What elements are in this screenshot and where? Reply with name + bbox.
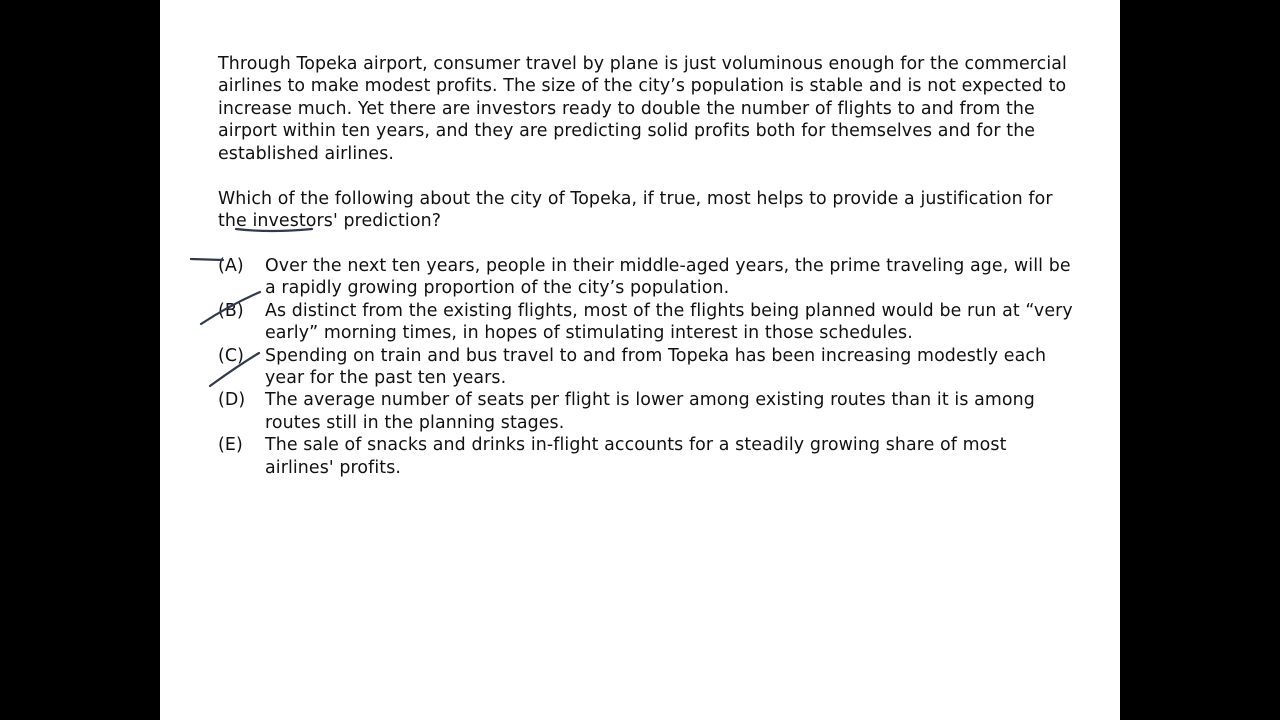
choice-text: Over the next ten years, people in their middle-aged years, the prime traveling age, will be a rapidly growing proportion of the city’s population. (265, 256, 1071, 299)
choice-letter: (B) (218, 300, 244, 321)
choice-d[interactable] (218, 389, 1078, 434)
choice-text: Spending on train and bus travel to and from Topeka has been increasing modestly each year for the past ten years. (265, 345, 1047, 389)
choice-a[interactable] (218, 255, 1078, 300)
choice-letter: (E) (218, 435, 243, 456)
passage-text: Through Topeka airport, consumer travel by plane is just voluminous enough for the commercial airlines to make modest profits. The size of the city’s population is stable and is not expected to increase much. Yet there are investors ready to double the number of flights to and from the airport within ten years, and they are predicting solid profits both for themselves and for the established airlines. (218, 54, 1067, 164)
choice-letter: (A) (218, 256, 244, 276)
choice-c[interactable] (218, 345, 1078, 390)
choice-text: The sale of snacks and drinks in-flight accounts for a steadily growing share of most airlines' profits. (265, 435, 1007, 478)
choice-text: As distinct from the existing flights, most of the flights being planned would be run at “very early” morning times, in hopes of stimulating interest in those schedules. (265, 300, 1073, 344)
answer-choices (218, 255, 1078, 479)
choice-b[interactable] (218, 300, 1078, 345)
question-stem: Which of the following about the city of Topeka, if true, most helps to provide a justification for the investors' prediction? (218, 189, 1053, 232)
choice-text: The average number of seats per flight is lower among existing routes than it is among routes still in the planning stages. (265, 390, 1035, 433)
choice-letter: (C) (218, 345, 245, 366)
choice-e[interactable] (218, 434, 1078, 479)
choice-letter: (D) (218, 390, 246, 411)
document-page (160, 0, 1120, 720)
